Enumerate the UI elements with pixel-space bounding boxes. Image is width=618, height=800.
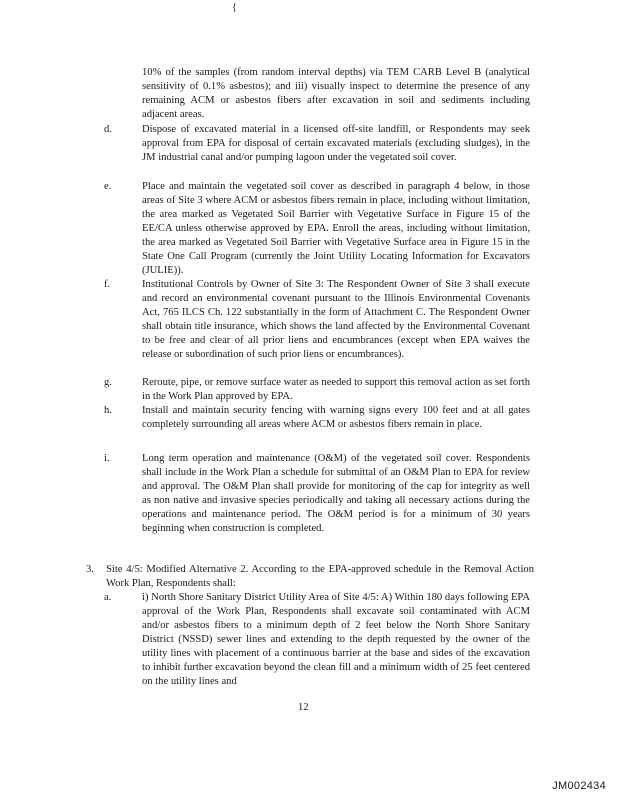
top-mark: { [232, 2, 237, 13]
section-site-4-5 [86, 563, 534, 591]
list-item-e [104, 180, 534, 278]
item-label: h. [104, 405, 112, 416]
item-text: Institutional Controls by Owner of Site 3: The Respondent Owner of Site 3 shall execute and record an environmental covenant pursuant to the Illinois Environmental Covenants Act, 765 ILCS Ch. 122 substantially in the form of Attachment C. The Respondent Owner shall obtain title insurance, which shows the land affected by the Environmental Covenant to be free and clear of all prior liens and encumbrances (except when EPA waives the release or subordination of such prior liens or encumbrances). [142, 279, 530, 360]
item-label: g. [104, 377, 112, 388]
item-label: d. [104, 124, 112, 135]
page-number: 12 [298, 702, 309, 713]
item-text: Reroute, pipe, or remove surface water as needed to support this removal action as set forth in the Work Plan approved by EPA. [142, 377, 530, 402]
sub-item-a [104, 591, 534, 689]
item-label: e. [104, 181, 112, 192]
list-item-g [104, 376, 534, 404]
list-item-i [104, 452, 534, 536]
item-text: Install and maintain security fencing with warning signs every 100 feet and at all gates completely surrounding all areas where ACM or asbestos fibers remain in place. [142, 405, 530, 430]
item-label: a. [104, 592, 112, 603]
list-item-d [104, 123, 534, 165]
item-text: Place and maintain the vegetated soil cover as described in paragraph 4 below, in those areas of Site 3 where ACM or asbestos fibers remain in place, including without limitation, the area marked as Vegetated Soil Barrier with Vegetative Surface in Figure 15 of the EE/CA unless otherwise approved by EPA. Enroll the areas, including without limitation, the area marked as Vegetated Soil Barrier with Vegetative Surface area in Figure 15 in the State One Call Program (currently the Joint Utility Locating Information for Excavators (JULIE)). [142, 181, 530, 276]
item-label: i. [104, 453, 110, 464]
section-text: Site 4/5: Modified Alternative 2. According to the EPA-approved schedule in the Removal Action Work Plan, Respondents shall: [106, 564, 534, 589]
list-item-f [104, 278, 534, 362]
list-item-h [104, 404, 534, 432]
section-number: 3. [86, 564, 94, 575]
item-text: Long term operation and maintenance (O&M) of the vegetated soil cover. Respondents shall include in the Work Plan a schedule for submittal of an O&M Plan to EPA for review and approval. The O&M Plan shall provide for monitoring of the cap for integrity as well as non native and invasive species periodically and taking all necessary actions during the operations and maintenance period. The O&M period is for a minimum of 30 years beginning when construction is completed. [142, 453, 530, 534]
continuation-paragraph: 10% of the samples (from random interval depths) via TEM CARB Level B (analytical sensitivity of 0.1% asbestos); and iii) visually inspect to determine the presence of any remaining ACM or asbestos fibers after excavation in soil and sediments including adjacent areas. [142, 67, 530, 120]
item-label: f. [104, 279, 111, 290]
item-text: Dispose of excavated material in a licensed off-site landfill, or Respondents may seek approval from EPA for disposal of certain excavated materials (excluding sludges), in the JM industrial canal and/or pumping lagoon under the vegetated soil cover. [142, 124, 530, 163]
bates-number: JM002434 [552, 780, 606, 792]
item-text: i) North Shore Sanitary District Utility Area of Site 4/5: A) Within 180 days following EPA approval of the Work Plan, Respondents shall excavate soil contaminated with ACM and/or asbestos fibers to a minimum depth of 2 feet below the North Shore Sanitary District (NSSD) sewer lines and extending to the depth requested by the owner of the utility lines with placement of a continuous barrier at the base and sides of the excavation to inhibit further excavation beyond the clean fill and a minimum width of 25 feet centered on the utility lines and [142, 592, 530, 687]
